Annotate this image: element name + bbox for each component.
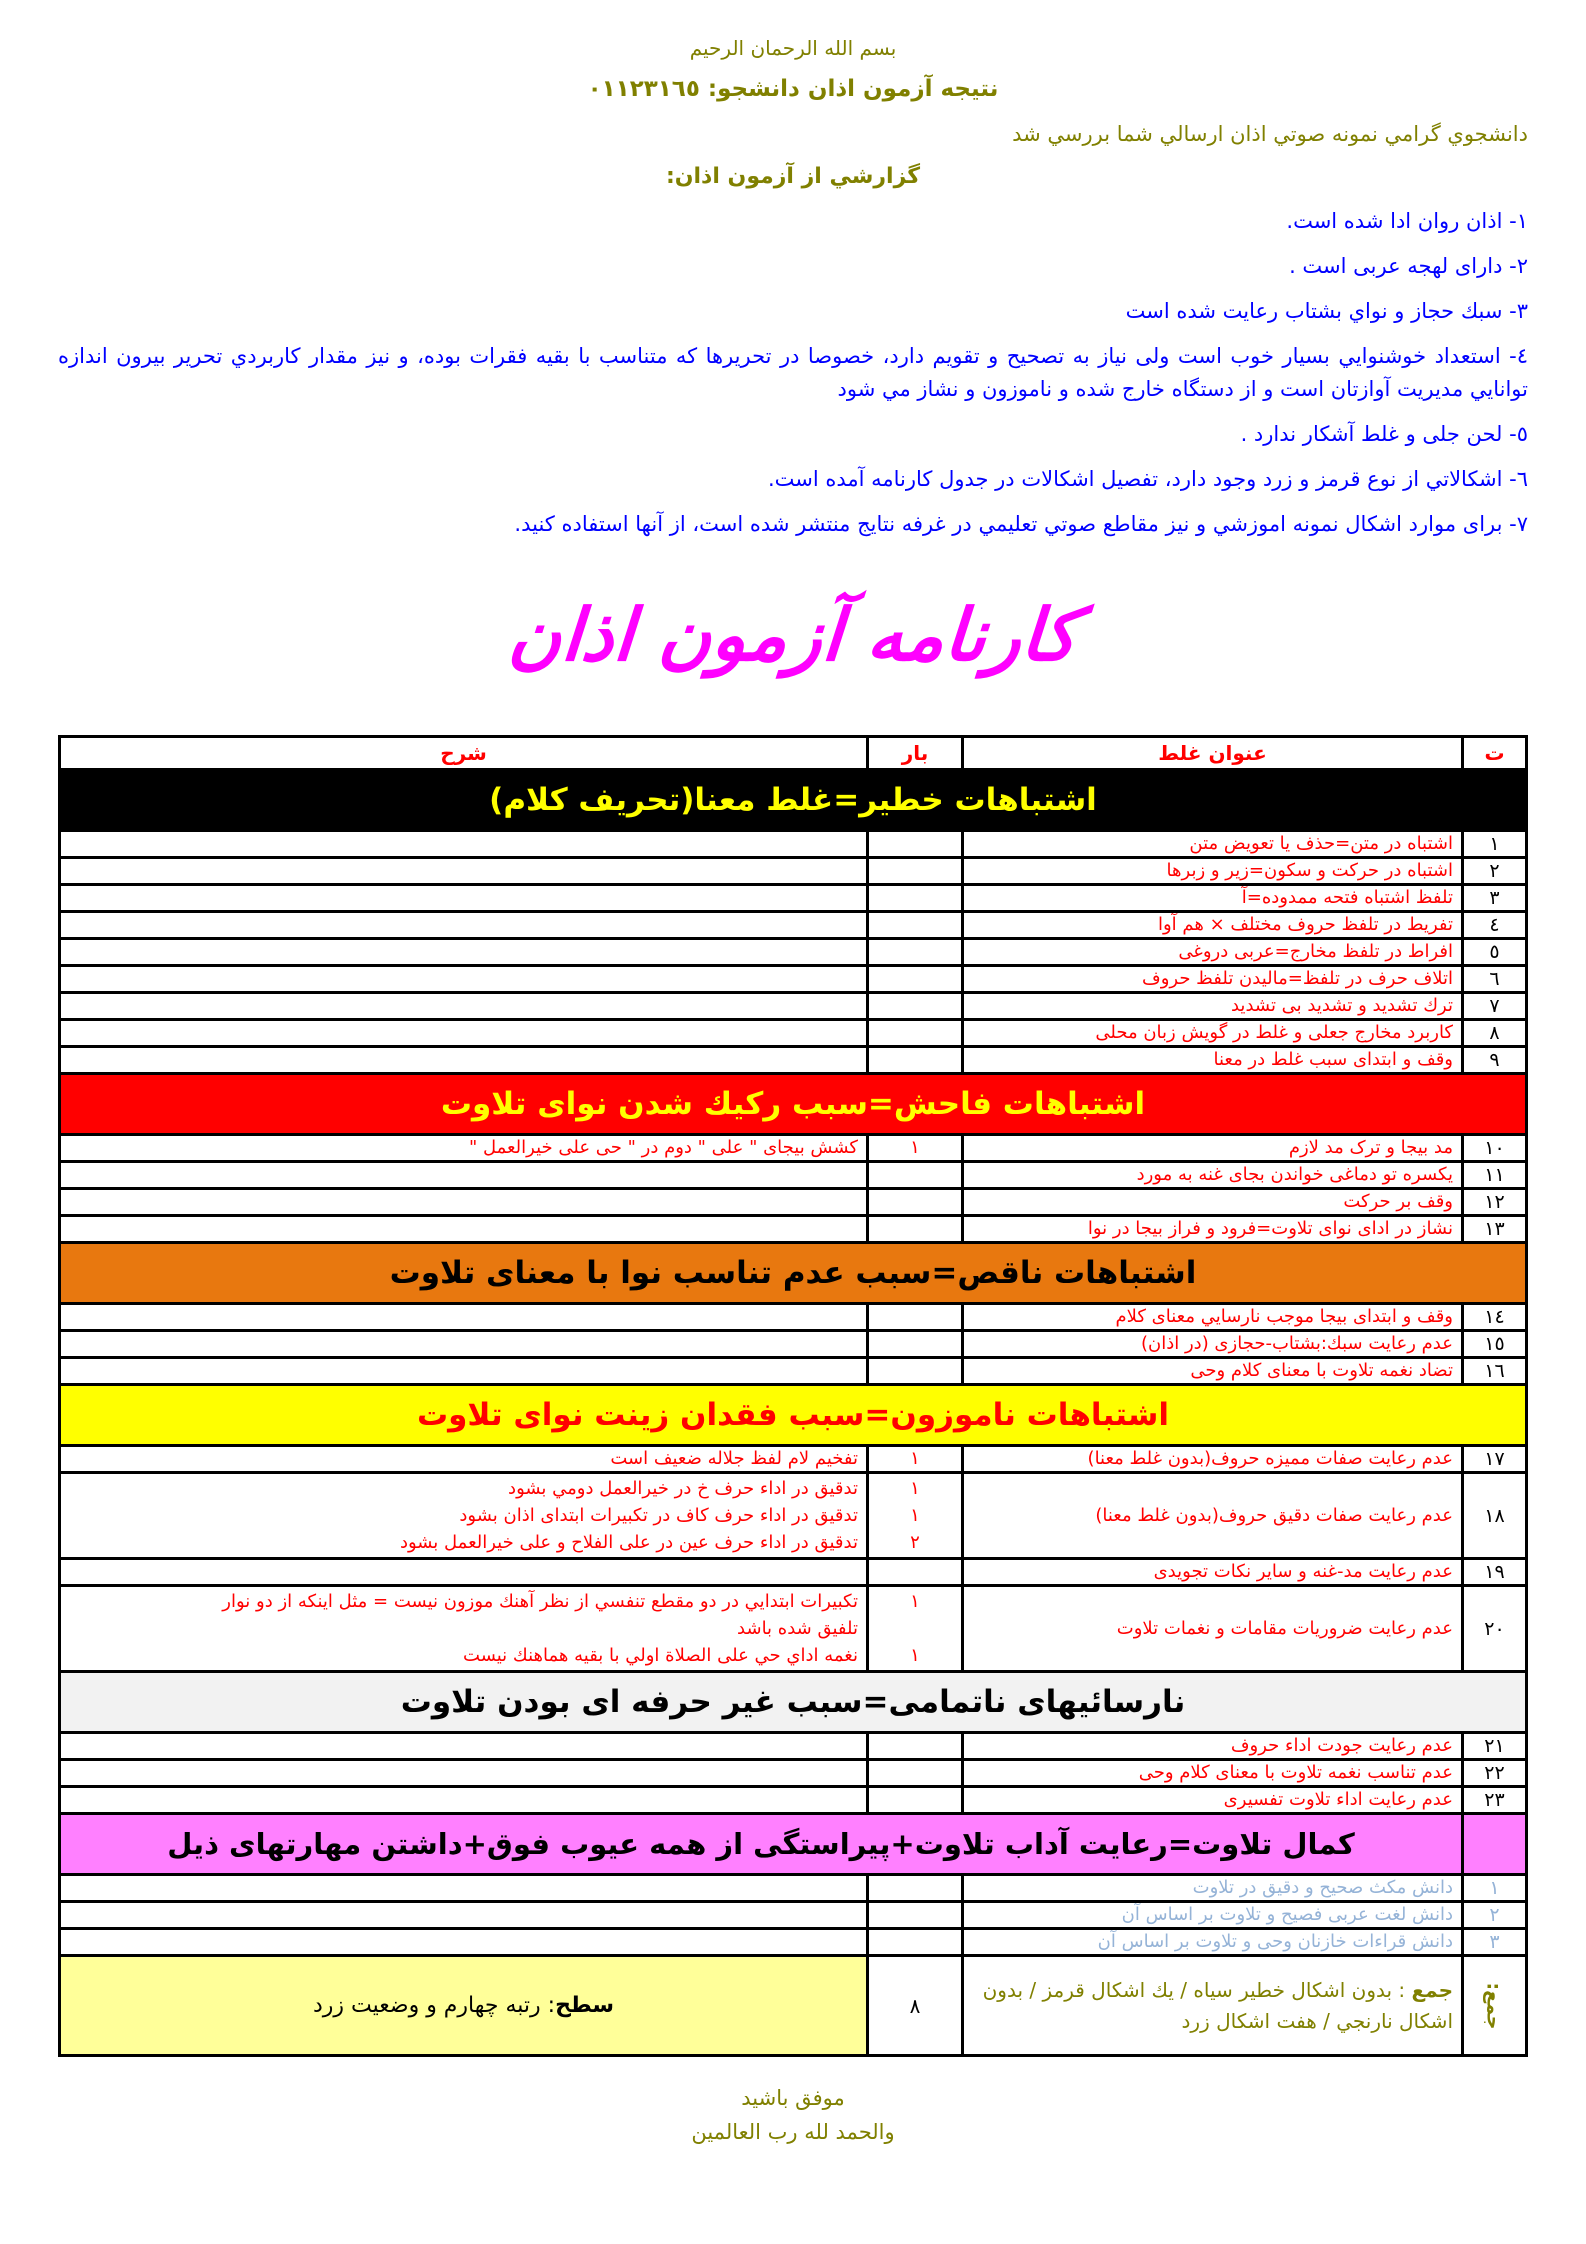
count-line bbox=[877, 1615, 953, 1642]
description-cell bbox=[60, 885, 868, 912]
row-number-cell: ٢٢ bbox=[1463, 1760, 1527, 1787]
row-number-cell: ١٥ bbox=[1463, 1331, 1527, 1358]
error-title-cell: اشتباه در حرکت و سکون=زیر و زبرها bbox=[963, 858, 1463, 885]
count-cell bbox=[868, 1473, 963, 1559]
row-number-cell: ١٠ bbox=[1463, 1135, 1527, 1162]
summary-side-label-cell bbox=[1463, 1956, 1527, 2056]
description-cell bbox=[60, 993, 868, 1020]
description-cell bbox=[60, 1047, 868, 1074]
description-line: تدقیق در اداء حرف عین در علی الفلاح و علی خیرالعمل بشود bbox=[399, 1532, 858, 1553]
table-row bbox=[60, 1020, 1527, 1047]
row-number-cell: ١٤ bbox=[1463, 1304, 1527, 1331]
report-item-6: ٦- اشكالاتي از نوع قرمز و زرد وجود دارد، تفصیل اشكالات در جدول كارنامه آمده است. bbox=[767, 467, 1528, 491]
error-title-cell: عدم رعایت اداء تلاوت تفسیری bbox=[963, 1787, 1463, 1814]
row-number-cell: ٨ bbox=[1463, 1020, 1527, 1047]
row-number-cell: ٢ bbox=[1463, 858, 1527, 885]
row-number-cell: ٤ bbox=[1463, 912, 1527, 939]
description-cell bbox=[60, 858, 868, 885]
count-cell bbox=[868, 1047, 963, 1074]
bismillah-line: بسم الله الرحمان الرحيم bbox=[689, 36, 897, 60]
exam-result-label: نتيجه آزمون اذان دانشجو: bbox=[707, 76, 999, 102]
section-header-unbalanced-errors: اشتباهات ناموزون=سبب فقدان زینت نوای تلاوت bbox=[60, 1385, 1527, 1446]
table-row bbox=[60, 912, 1527, 939]
report-item-7: ٧- برای موارد اشكال نمونه اموزشي و نیز مقاطع صوتي تعلیمي در غرفه نتایج منتشر شده است، از آنها استفاده كنید. bbox=[514, 512, 1528, 536]
count-line: ١ bbox=[910, 1478, 920, 1499]
count-cell bbox=[868, 993, 963, 1020]
count-cell bbox=[868, 1760, 963, 1787]
error-title-cell: افراط در تلفظ مخارج=عربی دروغی bbox=[963, 939, 1463, 966]
col-header-error-title: عنوان غلط bbox=[963, 737, 1463, 770]
error-title-cell: عدم تناسب نغمه تلاوت با معنای کلام وحی bbox=[963, 1760, 1463, 1787]
count-line: ١ bbox=[910, 1505, 920, 1526]
error-title-cell: تلفظ اشتباه فتحه ممدوده=آ bbox=[963, 885, 1463, 912]
table-row bbox=[60, 993, 1527, 1020]
report-notes-list bbox=[58, 205, 1528, 541]
description-cell: کشش بیجای " علی " دوم در " حی علی خیرالعمل " bbox=[60, 1135, 868, 1162]
description-cell: تفخیم لام لفظ جلاله ضعیف است bbox=[60, 1446, 868, 1473]
description-cell bbox=[60, 912, 868, 939]
description-cell bbox=[60, 1902, 868, 1929]
pink-accent-cell bbox=[1463, 1814, 1527, 1875]
footer-hamd-line: والحمد لله رب العالمین bbox=[691, 2120, 895, 2144]
error-title-cell: وقف و ابتدای سبب غلط در معنا bbox=[963, 1047, 1463, 1074]
count-cell bbox=[868, 1189, 963, 1216]
count-cell bbox=[868, 1875, 963, 1902]
row-number-cell: ٢ bbox=[1463, 1902, 1527, 1929]
count-line: ٢ bbox=[910, 1532, 920, 1553]
summary-total-text: : بدون اشكال خطیر سیاه / یك اشكال قرمز / بدون اشكال نارنجي / هفت اشكال زرد bbox=[982, 1977, 1453, 2033]
table-row bbox=[60, 885, 1527, 912]
count-cell bbox=[868, 1162, 963, 1189]
error-title-cell: عدم رعایت صفات دقیق حروف(بدون غلط معنا) bbox=[963, 1473, 1463, 1559]
row-number-cell: ١ bbox=[1463, 1875, 1527, 1902]
report-card-calligraphy-title: کارنامه آزمون اذان bbox=[505, 592, 1081, 677]
report-item-3: ٣- سبك حجاز و نواي بشتاب رعایت شده است bbox=[1125, 299, 1528, 323]
row-number-cell: ١٦ bbox=[1463, 1358, 1527, 1385]
summary-level-text: : رتبه چهارم و وضعیت زرد bbox=[313, 1993, 556, 2018]
table-row bbox=[60, 1929, 1527, 1956]
table-row bbox=[60, 831, 1527, 858]
count-cell: ١ bbox=[868, 1446, 963, 1473]
report-heading: گزارشي از آزمون اذان: bbox=[665, 164, 921, 189]
table-row bbox=[60, 1473, 1527, 1559]
summary-row bbox=[60, 1956, 1527, 2056]
table-row bbox=[60, 1216, 1527, 1243]
row-number-cell: ١٢ bbox=[1463, 1189, 1527, 1216]
count-cell bbox=[868, 1020, 963, 1047]
count-cell bbox=[868, 885, 963, 912]
count-cell bbox=[868, 858, 963, 885]
table-row bbox=[60, 939, 1527, 966]
error-title-cell: ترك تشدید و تشدید بی تشدید bbox=[963, 993, 1463, 1020]
row-number-cell: ١٨ bbox=[1463, 1473, 1527, 1559]
table-row bbox=[60, 858, 1527, 885]
row-number-cell: ٣ bbox=[1463, 1929, 1527, 1956]
row-number-cell: ٣ bbox=[1463, 885, 1527, 912]
description-cell bbox=[60, 1020, 868, 1047]
error-title-cell: وقف بر حرکت bbox=[963, 1189, 1463, 1216]
count-cell bbox=[868, 1559, 963, 1586]
row-number-cell: ٢١ bbox=[1463, 1733, 1527, 1760]
section-header-deficient-errors: اشتباهات ناقص=سبب عدم تناسب نوا با معنای تلاوت bbox=[60, 1243, 1527, 1304]
col-header-row-number: ت bbox=[1463, 737, 1527, 770]
row-number-cell: ٢٠ bbox=[1463, 1586, 1527, 1672]
report-item-4: ٤- استعداد خوشنوایي بسیار خوب است ولی نیاز به تصحیح و تقویم دارد، خصوصا در تحریرها كه متناسب با بقیه فقرات بوده، و نیز مقدار كاربردي تحریر بیرون اندازه توانایي مدیریت آوازتان است و از دستگاه خارج شده و ناموزون و نشاز مي شود bbox=[58, 344, 1528, 401]
error-title-cell: وقف و ابتدای بیجا موجب نارسایي معنای کلام bbox=[963, 1304, 1463, 1331]
table-row bbox=[60, 1047, 1527, 1074]
error-title-cell: دانش قراءات خازنان وحی و تلاوت بر اساس آن bbox=[963, 1929, 1463, 1956]
count-cell bbox=[868, 831, 963, 858]
count-cell bbox=[868, 1733, 963, 1760]
error-title-cell: اتلاف حرف در تلفظ=مالیدن تلفظ حروف bbox=[963, 966, 1463, 993]
table-row bbox=[60, 966, 1527, 993]
description-line: تکبیرات ابتدایي در دو مقطع تنفسي از نظر آهنك موزون نیست = مثل اینکه از دو نوار bbox=[222, 1591, 858, 1612]
description-cell bbox=[60, 1189, 868, 1216]
count-cell bbox=[868, 1929, 963, 1956]
section-header-gross-errors: اشتباهات فاحش=سبب رکیك شدن نوای تلاوت bbox=[60, 1074, 1527, 1135]
table-row bbox=[60, 1331, 1527, 1358]
description-cell bbox=[60, 1875, 868, 1902]
count-cell bbox=[868, 1586, 963, 1672]
description-cell bbox=[60, 1473, 868, 1559]
greeting-line: دانشجوي گرامي نمونه صوتي اذان ارسالي شما بررسي شد bbox=[1012, 122, 1528, 146]
table-row bbox=[60, 1189, 1527, 1216]
row-number-cell: ١٧ bbox=[1463, 1446, 1527, 1473]
summary-count-cell: ٨ bbox=[868, 1956, 963, 2056]
description-cell bbox=[60, 1733, 868, 1760]
error-title-cell: عدم رعایت سبك:بشتاب-حجازی (در اذان) bbox=[963, 1331, 1463, 1358]
summary-total-cell bbox=[963, 1956, 1463, 2056]
count-cell bbox=[868, 1331, 963, 1358]
description-line: تدقیق در اداء حرف خ در خیرالعمل دومي بشود bbox=[508, 1478, 858, 1499]
description-cell bbox=[60, 1358, 868, 1385]
description-cell bbox=[60, 1331, 868, 1358]
table-row bbox=[60, 1304, 1527, 1331]
student-id: ٠١١٢٣١٦٥ bbox=[587, 76, 700, 102]
row-number-cell: ٦ bbox=[1463, 966, 1527, 993]
summary-total-bold: جمع bbox=[1411, 1977, 1453, 2002]
error-title-cell: اشتباه در متن=حذف یا تعویض متن bbox=[963, 831, 1463, 858]
description-line: نغمه اداي حي علی الصلاة اولي با بقیه هماهنك نیست bbox=[463, 1645, 858, 1666]
footer-goodluck-line: موفق باشید bbox=[741, 2086, 845, 2110]
table-row bbox=[60, 1787, 1527, 1814]
row-number-cell: ١ bbox=[1463, 831, 1527, 858]
row-number-cell: ١٩ bbox=[1463, 1559, 1527, 1586]
section-header-incomplete-shortcomings: نارسائیهای ناتمامی=سبب غیر حرفه ای بودن تلاوت bbox=[60, 1672, 1527, 1733]
error-title-cell: عدم رعایت جودت اداء حروف bbox=[963, 1733, 1463, 1760]
error-title-cell: نشاز در ادای نوای تلاوت=فرود و فراز بیجا در نوا bbox=[963, 1216, 1463, 1243]
row-number-cell: ٢٣ bbox=[1463, 1787, 1527, 1814]
error-title-cell: عدم رعایت ضروریات مقامات و نغمات تلاوت bbox=[963, 1586, 1463, 1672]
summary-level-bold: سطح bbox=[555, 1993, 614, 2018]
section-header-mastery: کمال تلاوت=رعایت آداب تلاوت+پیراستگی از همه عیوب فوق+داشتن مهارتهای ذیل bbox=[60, 1814, 1527, 1875]
error-title-cell: تضاد نغمه تلاوت با معنای کلام وحی bbox=[963, 1358, 1463, 1385]
table-row bbox=[60, 1358, 1527, 1385]
table-row bbox=[60, 1875, 1527, 1902]
table-row bbox=[60, 1586, 1527, 1672]
error-title-cell: عدم رعایت مد-غنه و سایر نکات تجویدی bbox=[963, 1559, 1463, 1586]
error-title-cell: کاربرد مخارج جعلی و غلط در گویش زبان محلی bbox=[963, 1020, 1463, 1047]
table-row bbox=[60, 1135, 1527, 1162]
count-line: ١ bbox=[910, 1645, 920, 1666]
column-header-row bbox=[60, 737, 1527, 770]
table-row bbox=[60, 1733, 1527, 1760]
description-cell bbox=[60, 1929, 868, 1956]
error-title-cell: دانش مکث صحیح و دقیق در تلاوت bbox=[963, 1875, 1463, 1902]
exam-result-line bbox=[58, 76, 1528, 102]
count-cell bbox=[868, 1787, 963, 1814]
footer bbox=[58, 2081, 1528, 2149]
error-title-cell: تفریط در تلفظ حروف مختلف × هم آوا bbox=[963, 912, 1463, 939]
report-page bbox=[58, 0, 1528, 2149]
report-item-1: ١- اذان روان ادا شده است. bbox=[1286, 209, 1528, 233]
description-cell bbox=[60, 966, 868, 993]
description-cell bbox=[60, 1787, 868, 1814]
row-number-cell: ٧ bbox=[1463, 993, 1527, 1020]
section-header-grave-errors: اشتباهات خطیر=غلط معنا(تحریف کلام) bbox=[60, 770, 1527, 831]
report-item-5: ٥- لحن جلی و غلط آشكار ندارد . bbox=[1240, 422, 1528, 446]
error-title-cell: یکسره تو دماغی خواندن بجای غنه به مورد bbox=[963, 1162, 1463, 1189]
description-line: تدقیق در اداء حرف کاف در تکبیرات ابتدای اذان بشود bbox=[459, 1505, 858, 1526]
summary-side-label: جمع: bbox=[1482, 1981, 1505, 2030]
results-table-wrapper bbox=[58, 735, 1528, 2057]
description-cell bbox=[60, 1304, 868, 1331]
col-header-count: بار bbox=[868, 737, 963, 770]
count-cell bbox=[868, 966, 963, 993]
summary-level-cell bbox=[60, 1956, 868, 2056]
row-number-cell: ٩ bbox=[1463, 1047, 1527, 1074]
table-row bbox=[60, 1760, 1527, 1787]
error-title-cell: مد بیجا و ترک مد لازم bbox=[963, 1135, 1463, 1162]
description-cell bbox=[60, 1586, 868, 1672]
count-cell bbox=[868, 939, 963, 966]
description-cell bbox=[60, 1760, 868, 1787]
count-cell: ١ bbox=[868, 1135, 963, 1162]
report-item-2: ٢- دارای لهجه عربی است . bbox=[1289, 254, 1528, 278]
count-cell bbox=[868, 1304, 963, 1331]
count-cell bbox=[868, 912, 963, 939]
error-title-cell: عدم رعایت صفات ممیزه حروف(بدون غلط معنا) bbox=[963, 1446, 1463, 1473]
description-cell bbox=[60, 831, 868, 858]
description-line: تلفیق شده باشد bbox=[737, 1618, 858, 1639]
col-header-description: شرح bbox=[60, 737, 868, 770]
description-cell bbox=[60, 1216, 868, 1243]
row-number-cell: ٥ bbox=[1463, 939, 1527, 966]
count-line: ١ bbox=[910, 1591, 920, 1612]
table-row bbox=[60, 1559, 1527, 1586]
description-cell bbox=[60, 1559, 868, 1586]
row-number-cell: ١١ bbox=[1463, 1162, 1527, 1189]
table-row bbox=[60, 1902, 1527, 1929]
table-row bbox=[60, 1162, 1527, 1189]
count-cell bbox=[868, 1902, 963, 1929]
description-cell bbox=[60, 1162, 868, 1189]
results-table bbox=[58, 735, 1528, 2057]
count-cell bbox=[868, 1358, 963, 1385]
description-cell bbox=[60, 939, 868, 966]
count-cell bbox=[868, 1216, 963, 1243]
error-title-cell: دانش لغت عربی فصیح و تلاوت بر اساس آن bbox=[963, 1902, 1463, 1929]
row-number-cell: ١٣ bbox=[1463, 1216, 1527, 1243]
table-row bbox=[60, 1446, 1527, 1473]
